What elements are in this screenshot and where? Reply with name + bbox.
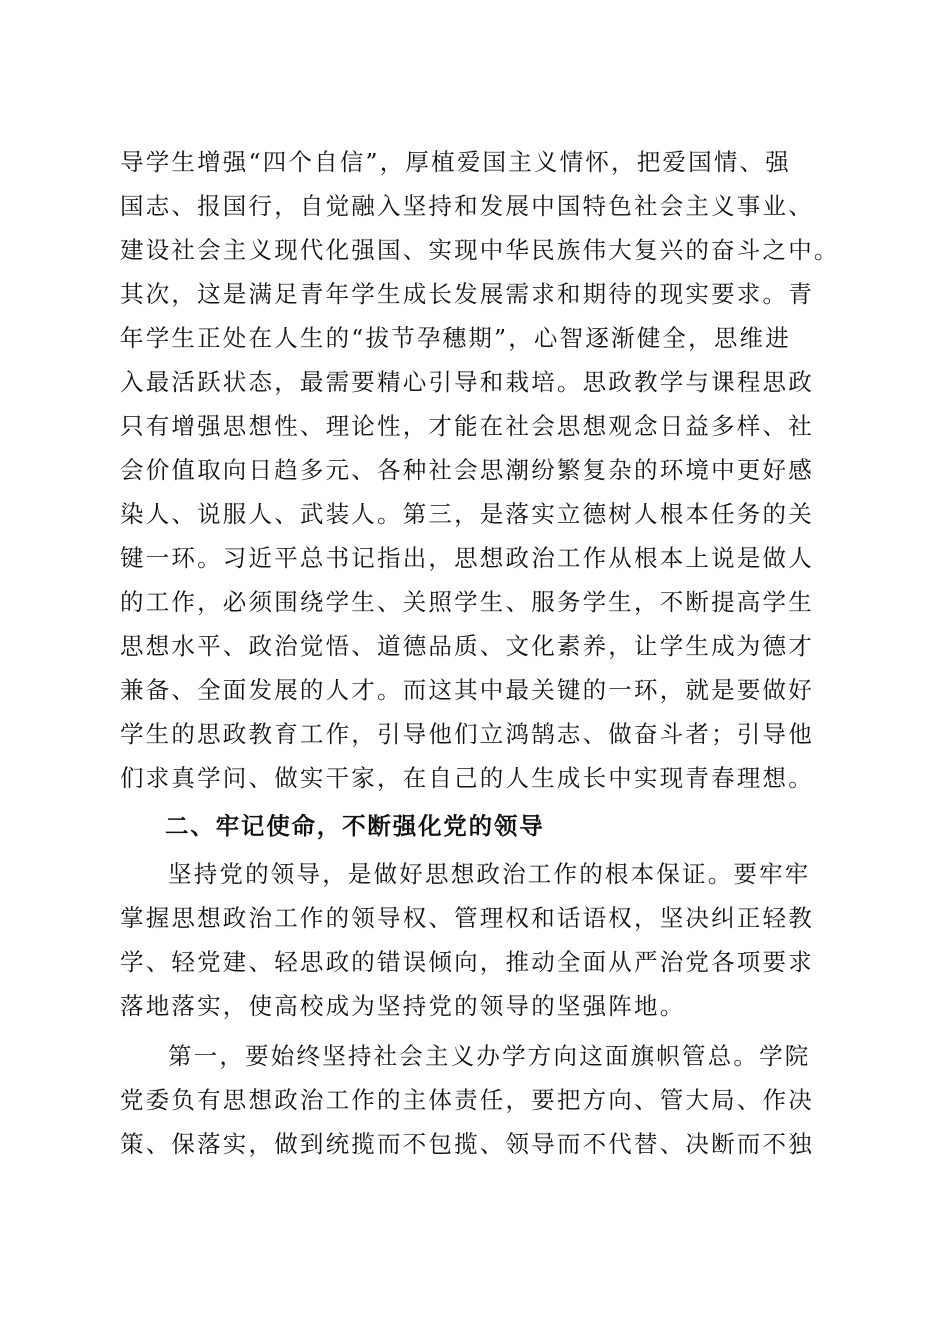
- body-text-line: 学生的思政教育工作，引导他们立鸿鹄志、做奋斗者；引导他: [120, 720, 814, 748]
- body-text-line: 策、保落实，做到统揽而不包揽、领导而不代替、决断而不独: [120, 1130, 814, 1158]
- section-heading: 二、牢记使命，不断强化党的领导: [165, 812, 545, 840]
- body-text-line: 导学生增强“四个自信”，厚植爱国主义情怀，把爱国情、强: [120, 148, 791, 176]
- body-text-line: 的工作，必须围绕学生、关照学生、服务学生，不断提高学生: [120, 588, 814, 616]
- body-text-line: 兼备、全面发展的人才。而这其中最关键的一环，就是要做好: [120, 676, 814, 704]
- body-text-line: 国志、报国行，自觉融入坚持和发展中国特色社会主义事业、: [120, 192, 814, 220]
- body-text-line: 们求真学问、做实干家，在自己的人生成长中实现青春理想。: [120, 764, 814, 792]
- body-text-line: 思想水平、政治觉悟、道德品质、文化素养，让学生成为德才: [120, 632, 814, 660]
- paragraph-first-line: 坚持党的领导，是做好思想政治工作的根本保证。要牢牢: [168, 860, 811, 888]
- body-text-line: 键一环。习近平总书记指出，思想政治工作从根本上说是做人: [120, 544, 814, 572]
- body-text-line: 建设社会主义现代化强国、实现中华民族伟大复兴的奋斗之中。: [120, 236, 840, 264]
- body-text-line: 染人、说服人、武装人。第三，是落实立德树人根本任务的关: [120, 500, 814, 528]
- body-text-line: 党委负有思想政治工作的主体责任，要把方向、管大局、作决: [120, 1086, 814, 1114]
- body-text-line: 年学生正处在人生的“拔节孕穗期”，心智逐渐健全，思维进: [120, 324, 791, 352]
- body-text-line: 掌握思想政治工作的领导权、管理权和话语权，坚决纠正轻教: [120, 904, 814, 932]
- paragraph-first-line: 第一，要始终坚持社会主义办学方向这面旗帜管总。学院: [168, 1042, 811, 1070]
- body-text-line: 其次，这是满足青年学生成长发展需求和期待的现实要求。青: [120, 280, 814, 308]
- body-text-line: 学、轻党建、轻思政的错误倾向，推动全面从严治党各项要求: [120, 948, 814, 976]
- body-text-line: 入最活跃状态，最需要精心引导和栽培。思政教学与课程思政: [120, 368, 814, 396]
- body-text-line: 会价值取向日趋多元、各种社会思潮纷繁复杂的环境中更好感: [120, 456, 814, 484]
- body-text-line: 落地落实，使高校成为坚持党的领导的坚强阵地。: [120, 992, 686, 1020]
- body-text-line: 只有增强思想性、理论性，才能在社会思想观念日益多样、社: [120, 412, 814, 440]
